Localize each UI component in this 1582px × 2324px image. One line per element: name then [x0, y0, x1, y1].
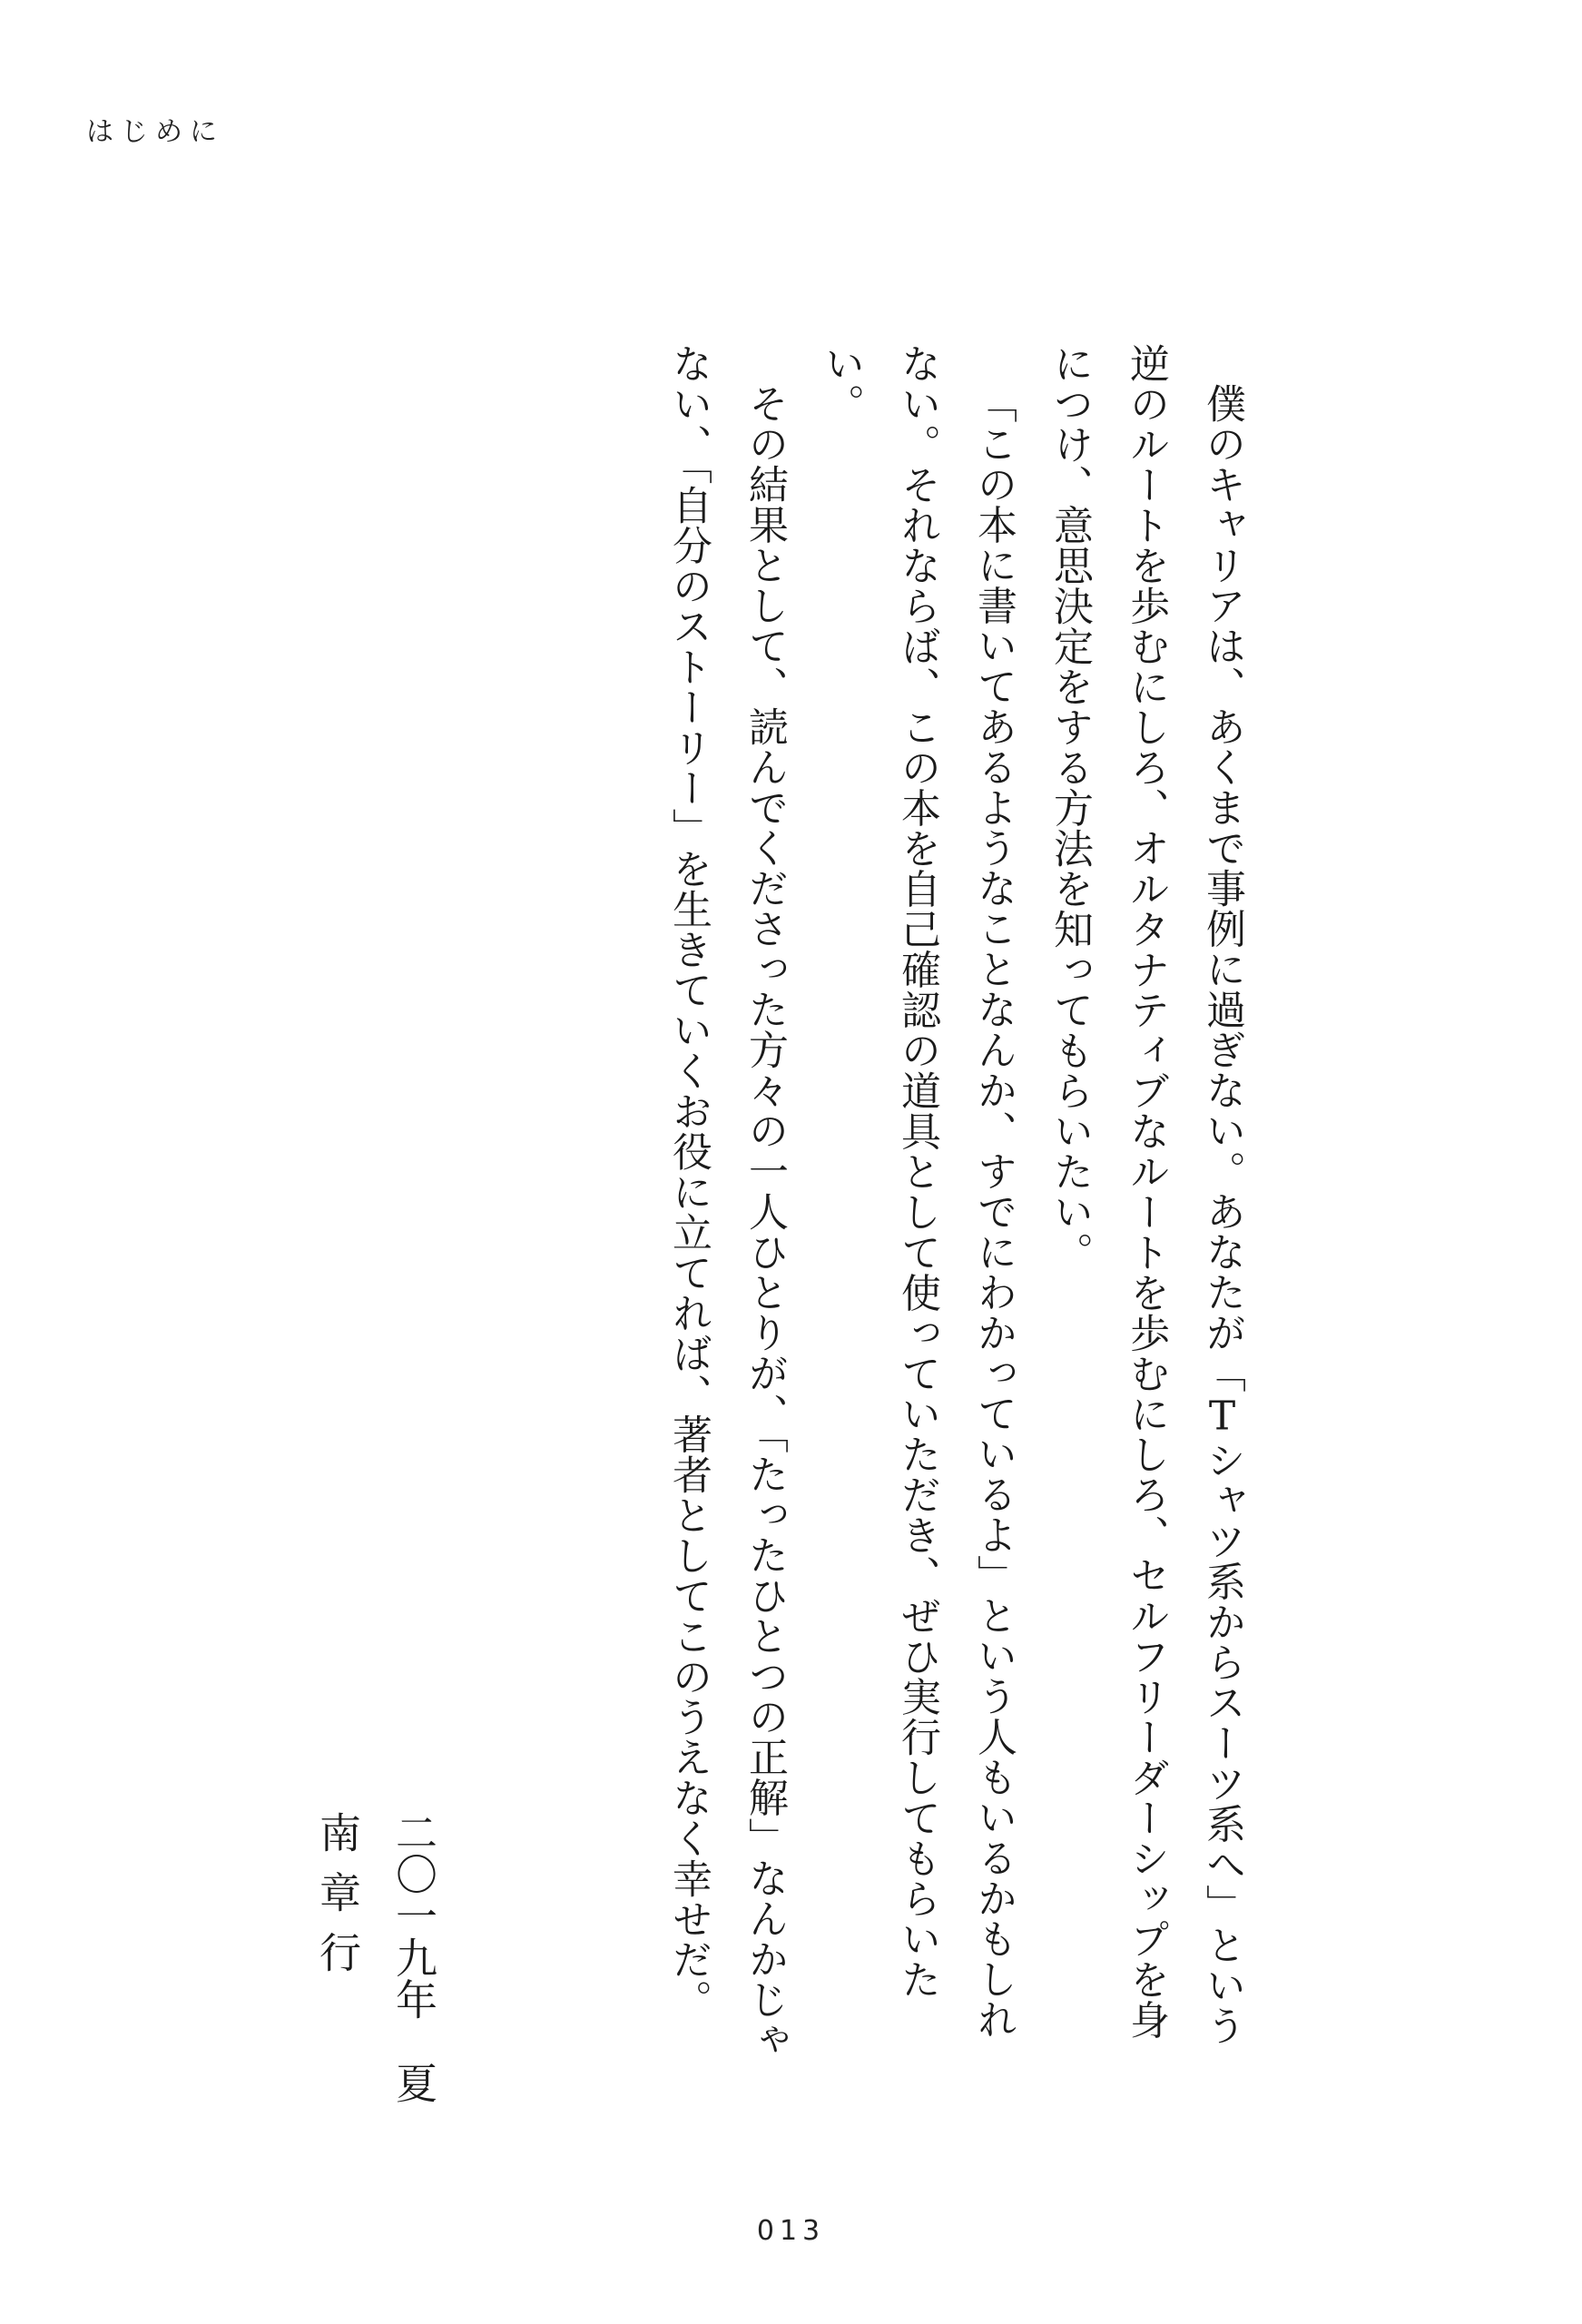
paragraph: その結果として、読んでくださった方々の一人ひとりが、「たったひとつの正解」なんかじゃない、「自分のストーリー」を生きていくお役に立てれば、著者としてこのうえなく幸せだ。	[665, 343, 788, 2060]
signature-block	[300, 1811, 452, 2111]
page-number: 013	[756, 2215, 826, 2247]
body-text	[650, 343, 1260, 2068]
running-head: はじめに	[86, 116, 224, 148]
paragraph: 「この本に書いてあるようなことなんか、すでにわかっているよ」という人もいるかもしれない。それならば、この本を自己確認の道具として使っていただき、ぜひ実行してもらいたい。	[818, 343, 1017, 2040]
signature-date: 二〇一九年 夏	[389, 1811, 438, 2103]
paragraph: 僕のキャリアは、あくまで事例に過ぎない。あなたが「Tシャツ系からスーツ系へ」という逆のルートを歩むにしろ、オルタナティブなルートを歩むにしろ、セルフリーダーシップを身につけ、意思決定をする方法を知ってもらいたい。	[1046, 343, 1245, 2046]
signature-author: 南章行	[313, 1811, 362, 1991]
